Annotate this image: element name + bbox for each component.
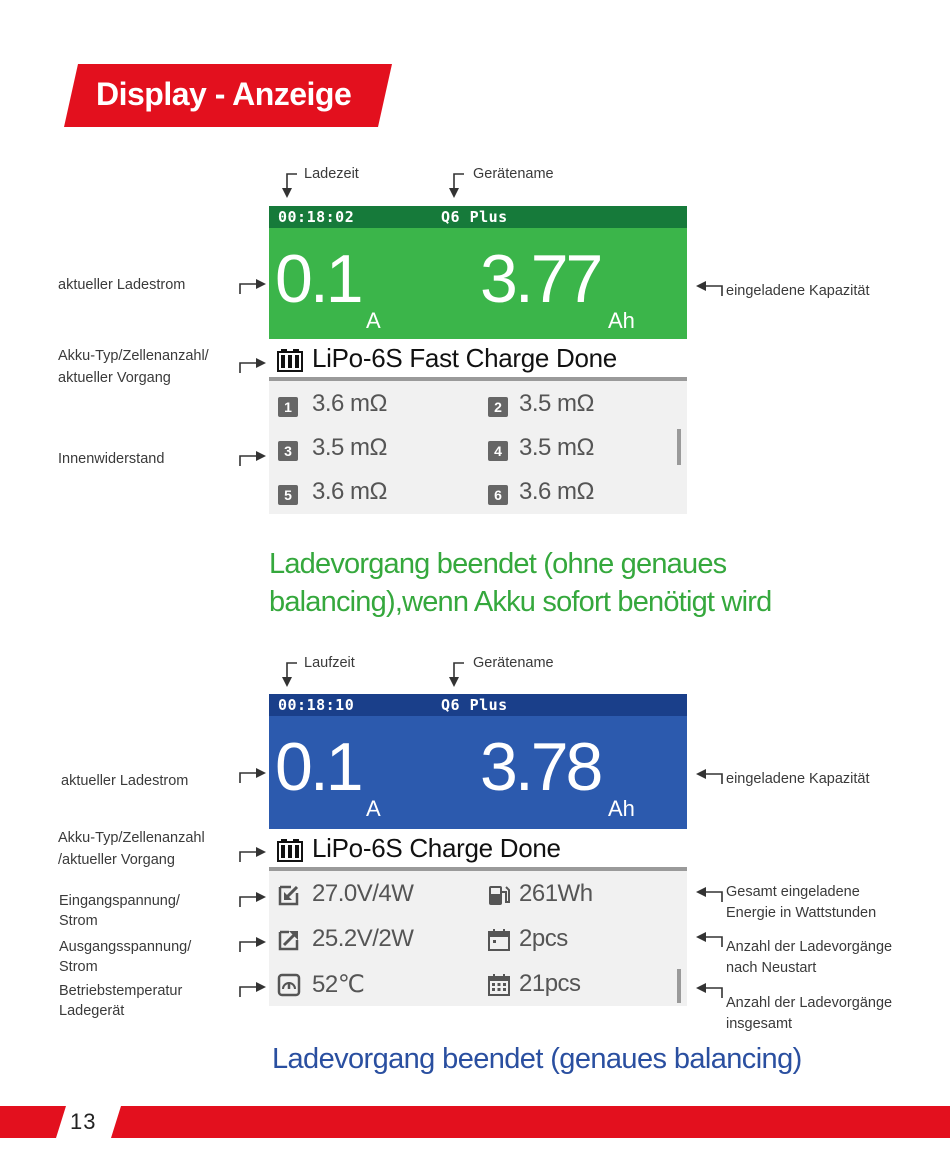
screen-main xyxy=(269,228,687,339)
arrow-device-1 xyxy=(446,166,468,202)
arrow-right-icon xyxy=(238,891,268,911)
calendar-icon xyxy=(487,928,511,952)
arrow-left-icon xyxy=(694,280,724,300)
capacity-value: 3.77 xyxy=(480,241,601,317)
status-bar xyxy=(269,829,687,871)
capacity-unit: Ah xyxy=(608,308,635,333)
cell-badge-2: 2 xyxy=(488,397,508,417)
charges-total: 21pcs xyxy=(519,970,581,997)
arrow-left-icon xyxy=(694,886,724,906)
cell-resistance-4: 3.5 mΩ xyxy=(519,434,594,461)
current-unit: A xyxy=(366,308,381,333)
elapsed-time: 00:18:10 xyxy=(278,696,355,714)
label-type-1b: aktueller Vorgang xyxy=(58,370,171,386)
cell-badge-3: 3 xyxy=(278,441,298,461)
resistance-grid xyxy=(269,381,687,514)
total-energy: 261Wh xyxy=(519,880,593,907)
current-value: 0.1 xyxy=(275,241,361,317)
elapsed-time: 00:18:02 xyxy=(278,208,355,226)
label-total-a: Anzahl der Ladevorgänge xyxy=(726,995,893,1011)
current-unit: A xyxy=(366,796,381,821)
stats-grid xyxy=(269,871,687,1006)
label-current-1: aktueller Ladestrom xyxy=(58,277,186,293)
arrow-right-icon xyxy=(238,278,268,298)
scrollbar[interactable] xyxy=(677,969,681,1003)
device-temperature: 52℃ xyxy=(312,971,365,998)
arrow-left-icon xyxy=(694,931,724,951)
screen-header xyxy=(269,206,687,228)
page-number: 13 xyxy=(70,1109,97,1134)
capacity-value: 3.78 xyxy=(480,729,601,805)
battery-pack-icon xyxy=(277,348,303,372)
calendar-grid-icon xyxy=(487,973,511,997)
label-energy-a: Gesamt eingeladene xyxy=(726,884,860,900)
arrow-right-icon xyxy=(238,357,268,377)
scrollbar[interactable] xyxy=(677,429,681,465)
label-capacity-1: eingeladene Kapazität xyxy=(726,283,870,299)
footer-bar-right xyxy=(111,1106,950,1138)
input-voltage-power: 27.0V/4W xyxy=(312,880,414,907)
label-restart-b: nach Neustart xyxy=(726,960,817,976)
arrow-right-icon xyxy=(238,936,268,956)
arrow-right-icon xyxy=(238,981,268,1001)
output-voltage-power: 25.2V/2W xyxy=(312,925,414,952)
label-total-b: insgesamt xyxy=(726,1016,793,1032)
label-output-b: Strom xyxy=(59,959,98,975)
charges-since-restart: 2pcs xyxy=(519,925,568,952)
label-run-time: Laufzeit xyxy=(304,655,355,671)
display-screen-2 xyxy=(269,694,687,1006)
cell-resistance-2: 3.5 mΩ xyxy=(519,390,594,417)
arrow-right-icon xyxy=(238,846,268,866)
label-resistance: Innenwiderstand xyxy=(58,451,165,467)
label-type-2a: Akku-Typ/Zellenanzahl xyxy=(58,830,205,846)
status-text: LiPo-6S Charge Done xyxy=(312,833,561,863)
battery-pack-icon xyxy=(277,838,303,862)
label-energy-b: Energie in Wattstunden xyxy=(726,905,877,921)
status-bar xyxy=(269,339,687,381)
capacity-unit: Ah xyxy=(608,796,635,821)
arrow-time-1 xyxy=(279,166,301,202)
thermometer-gauge-icon xyxy=(277,973,301,997)
caption-balanced-charge: Ladevorgang beendet (genaues balancing) xyxy=(272,1043,802,1075)
caption-line-1: Ladevorgang beendet (ohne genaues xyxy=(269,548,727,580)
arrow-left-icon xyxy=(694,768,724,788)
arrow-right-icon xyxy=(238,767,268,787)
output-arrow-icon xyxy=(277,928,301,952)
current-value: 0.1 xyxy=(275,729,361,805)
cell-badge-6: 6 xyxy=(488,485,508,505)
label-device-name-2: Gerätename xyxy=(473,655,554,671)
arrow-right-icon xyxy=(238,450,268,470)
label-type-1a: Akku-Typ/Zellenanzahl/ xyxy=(58,348,209,364)
cell-resistance-3: 3.5 mΩ xyxy=(312,434,387,461)
fuel-pump-icon xyxy=(487,883,511,907)
cell-resistance-5: 3.6 mΩ xyxy=(312,478,387,505)
cell-badge-5: 5 xyxy=(278,485,298,505)
label-input-b: Strom xyxy=(59,913,98,929)
label-temp-a: Betriebstemperatur xyxy=(59,983,183,999)
caption-fast-charge xyxy=(269,545,771,621)
device-name: Q6 Plus xyxy=(441,696,508,714)
label-restart-a: Anzahl der Ladevorgänge xyxy=(726,939,893,955)
label-charge-time: Ladezeit xyxy=(304,166,359,182)
label-type-2b: /aktueller Vorgang xyxy=(58,852,175,868)
label-device-name: Gerätename xyxy=(473,166,554,182)
caption-line-2: balancing),wenn Akku sofort benötigt wird xyxy=(269,586,772,618)
label-capacity-2: eingeladene Kapazität xyxy=(726,771,870,787)
arrow-device-2 xyxy=(446,655,468,691)
arrow-left-icon xyxy=(694,982,724,1002)
label-current-2: aktueller Ladestrom xyxy=(61,773,189,789)
label-temp-b: Ladegerät xyxy=(59,1003,125,1019)
cell-badge-4: 4 xyxy=(488,441,508,461)
status-text: LiPo-6S Fast Charge Done xyxy=(312,343,617,373)
cell-resistance-1: 3.6 mΩ xyxy=(312,390,387,417)
screen-main xyxy=(269,716,687,829)
arrow-time-2 xyxy=(279,655,301,691)
screen-header xyxy=(269,694,687,716)
footer-bar-left xyxy=(0,1106,66,1138)
label-input-a: Eingangspannung/ xyxy=(59,893,180,909)
cell-resistance-6: 3.6 mΩ xyxy=(519,478,594,505)
input-arrow-icon xyxy=(277,883,301,907)
page-title: Display - Anzeige xyxy=(96,76,352,112)
display-screen-1 xyxy=(269,206,687,514)
device-name: Q6 Plus xyxy=(441,208,508,226)
label-output-a: Ausgangsspannung/ xyxy=(59,939,192,955)
cell-badge-1: 1 xyxy=(278,397,298,417)
